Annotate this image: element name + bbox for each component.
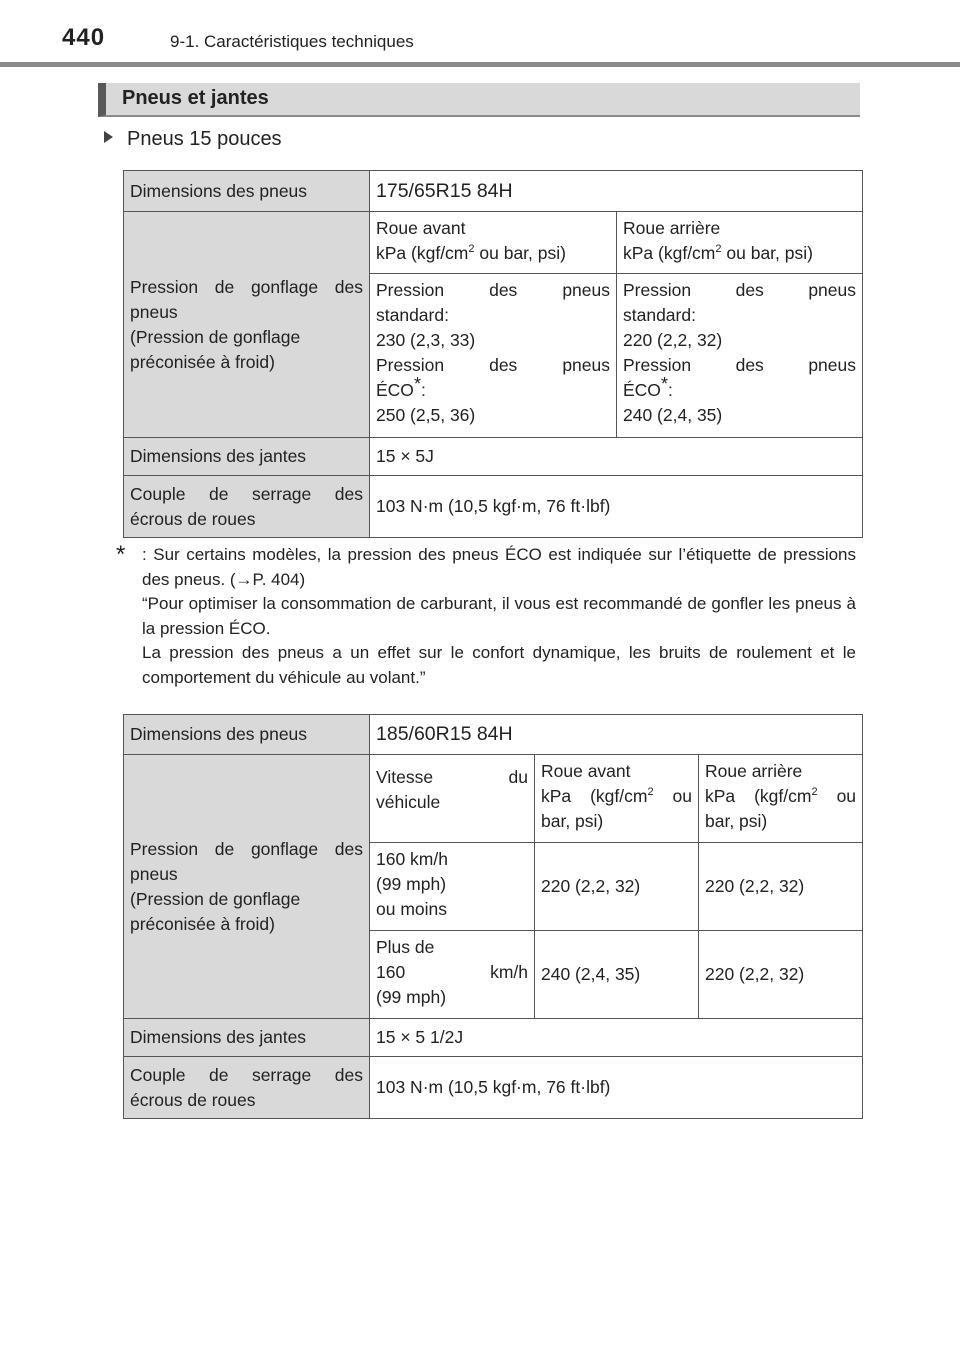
section-heading-bar <box>98 83 860 117</box>
footnote-line-3: La pression des pneus a un effet sur le confort dynamique, les bruits de roulement et le comportement du véhicule au volant.” <box>142 643 856 687</box>
table-row <box>124 438 863 476</box>
tire-size-label: Dimensions des pneus <box>124 715 370 755</box>
rear-wheel-header: Roue arrière kPa ($kgf/cm^2$ ou bar, psi) <box>617 212 863 274</box>
front-pressure-values: Pression des pneus standard: 230 (2,3, 33) Pression des pneus ÉCO*: 250 (2,5, 36) <box>370 274 617 438</box>
page-number: 440 <box>62 24 106 51</box>
rim-size-label: Dimensions des jantes <box>124 438 370 476</box>
section-title: Pneus et jantes <box>122 87 269 109</box>
table-row <box>124 476 863 538</box>
chapter-title: 9-1. Caractéristiques techniques <box>170 32 414 51</box>
tire-size-label: Dimensions des pneus <box>124 171 370 212</box>
table-row <box>124 171 863 212</box>
torque-label: Couple de serrage des écrous de roues <box>124 1057 370 1119</box>
tire-size-value: 175/65R15 84H <box>370 171 863 212</box>
footnote-line-2: “Pour optimiser la consommation de carburant, il vous est recommandé de gonfler les pneus à la pression ÉCO. <box>142 594 856 638</box>
table-row <box>124 755 863 843</box>
rear-pressure-row-1: 220 (2,2, 32) <box>699 843 863 931</box>
table-row <box>124 1019 863 1057</box>
pressure-label: Pression de gonflage des pneus (Pression de gonflage préconisée à froid) <box>124 755 370 1019</box>
speed-header: Vitesse du véhicule <box>370 755 535 843</box>
rim-size-value: 15 × 5J <box>370 438 863 476</box>
torque-label: Couple de serrage des écrous de roues <box>124 476 370 538</box>
front-pressure-row-1: 220 (2,2, 32) <box>535 843 699 931</box>
rim-size-label: Dimensions des jantes <box>124 1019 370 1057</box>
triangle-bullet-icon <box>104 131 113 143</box>
torque-value: 103 N·m (10,5 kgf·m, 76 ft·lbf) <box>370 1057 863 1119</box>
rim-size-value: 15 × 5 1/2J <box>370 1019 863 1057</box>
rear-wheel-header: Roue arrière kPa ($kgf/cm^2$ ou bar, psi) <box>699 755 863 843</box>
tire-spec-table-185 <box>123 714 863 1119</box>
torque-value: 103 N·m (10,5 kgf·m, 76 ft·lbf) <box>370 476 863 538</box>
speed-row-2: Plus de 160 km/h (99 mph) <box>370 931 535 1019</box>
front-wheel-header: Roue avant kPa ($kgf/cm^2$ ou bar, psi) <box>535 755 699 843</box>
page-header <box>0 0 960 70</box>
front-wheel-header: Roue avant kPa ($kgf/cm^2$ ou bar, psi) <box>370 212 617 274</box>
front-pressure-row-2: 240 (2,4, 35) <box>535 931 699 1019</box>
header-divider <box>0 62 960 67</box>
tire-spec-table-175 <box>123 170 863 538</box>
table-row <box>124 715 863 755</box>
footnote <box>116 543 856 690</box>
rear-pressure-values: Pression des pneus standard: 220 (2,2, 32) Pression des pneus ÉCO*: 240 (2,4, 35) <box>617 274 863 438</box>
footnote-star: * <box>116 541 126 568</box>
table-row <box>124 212 863 274</box>
speed-row-1: 160 km/h (99 mph) ou moins <box>370 843 535 931</box>
table-row <box>124 1057 863 1119</box>
footnote-line-1: : Sur certains modèles, la pression des pneus ÉCO est indiquée sur l’étiquette de pressions des pneus. (→P. 404) <box>142 545 856 589</box>
pressure-label: Pression de gonflage des pneus (Pression de gonflage préconisée à froid) <box>124 212 370 438</box>
rear-pressure-row-2: 220 (2,2, 32) <box>699 931 863 1019</box>
tire-size-value: 185/60R15 84H <box>370 715 863 755</box>
subheading <box>104 128 282 151</box>
subheading-text: Pneus 15 pouces <box>127 128 282 150</box>
